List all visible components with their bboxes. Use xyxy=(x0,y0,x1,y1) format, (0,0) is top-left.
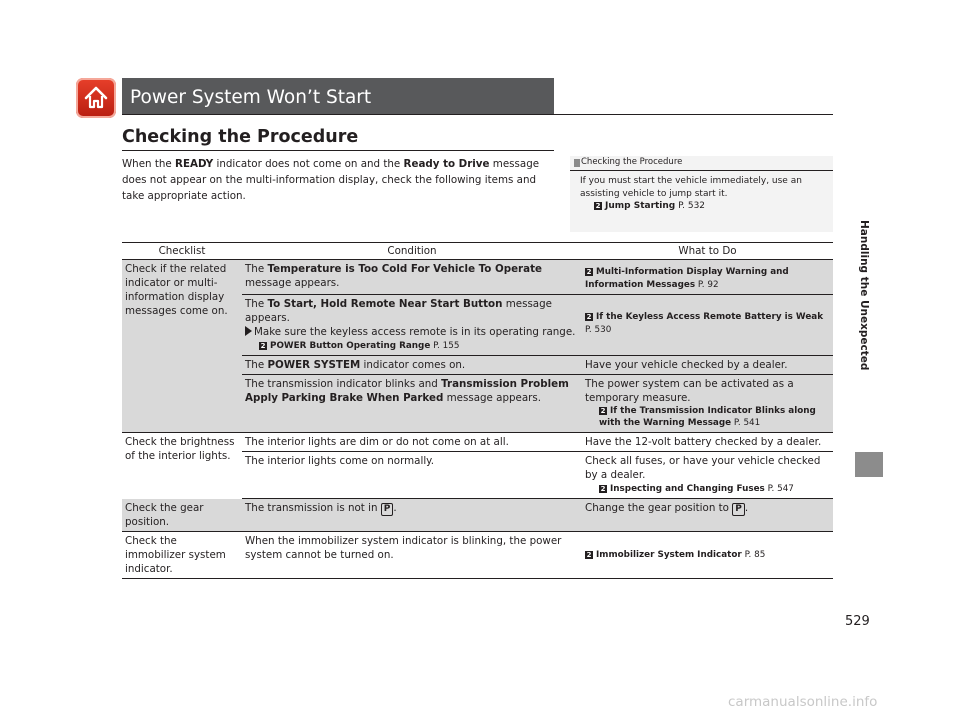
page-title-bar xyxy=(122,78,554,114)
condition-cell: The transmission is not in P . xyxy=(242,499,582,532)
reference-link[interactable]: 2 If the Transmission Indicator Blinks along with the Warning Message P. 541 xyxy=(599,406,816,428)
page-number: 529 xyxy=(845,614,870,629)
reference-link[interactable]: 2 Inspecting and Changing Fuses P. 547 xyxy=(600,484,794,494)
reference-link[interactable]: 2 POWER Button Operating Range P. 155 xyxy=(260,341,460,351)
intro-paragraph: When the READY indicator does not come on and the Ready to Drive message does not appear on the multi-information display, check the following items and take appropriate action. xyxy=(122,158,540,202)
home-icon xyxy=(82,84,110,112)
gear-p-icon: P xyxy=(381,503,394,516)
condition-cell: The interior lights are dim or do not come on at all. xyxy=(242,433,582,452)
title-divider xyxy=(122,114,833,115)
note-title: Checking the Procedure xyxy=(581,157,683,167)
ref-arrow-icon: 2 xyxy=(586,313,592,321)
section-heading: Checking the Procedure xyxy=(122,127,359,147)
ref-arrow-icon: 2 xyxy=(586,268,592,276)
table-row xyxy=(122,531,833,578)
triangle-bullet-icon xyxy=(245,326,252,336)
condition-cell: The interior lights come on normally. xyxy=(242,452,582,499)
table-row xyxy=(122,499,833,532)
chapter-tab[interactable] xyxy=(855,452,883,477)
ref-arrow-icon: 2 xyxy=(600,407,606,415)
table-row xyxy=(122,260,833,295)
chapter-side-label: Handling the Unexpected xyxy=(858,220,870,371)
condition-cell: When the immobilizer system indicator is blinking, the power system cannot be turned on. xyxy=(242,531,582,578)
reference-link[interactable]: 2 If the Keyless Access Remote Battery is Weak P. 530 xyxy=(582,295,833,356)
condition-cell: The To Start, Hold Remote Near Start Button message appears. Make sure the keyless access remote is in its operating range. 2 POWER Button Operating Range P. 155 xyxy=(242,295,582,356)
ref-arrow-icon: 2 xyxy=(586,550,592,559)
ref-arrow-icon: 2 xyxy=(595,202,601,210)
checklist-cell: Check the brightness of the interior lights. xyxy=(122,433,242,499)
action-cell: Have your vehicle checked by a dealer. xyxy=(582,356,833,375)
action-cell: Check all fuses, or have your vehicle checked by a dealer. 2 Inspecting and Changing Fuses P. 547 xyxy=(582,452,833,499)
side-note xyxy=(570,156,833,232)
column-header-condition: Condition xyxy=(242,243,582,260)
watermark: carmanualsonline.info xyxy=(728,694,878,710)
condition-cell: The Temperature is Too Cold For Vehicle To Operate message appears. xyxy=(242,260,582,295)
note-marker-icon xyxy=(574,159,580,167)
checklist-cell: Check the immobilizer system indicator. xyxy=(122,531,242,578)
section-divider xyxy=(122,150,554,151)
ref-arrow-icon: 2 xyxy=(600,485,606,493)
home-button[interactable] xyxy=(76,78,116,118)
column-header-checklist: Checklist xyxy=(122,243,242,260)
action-cell: The power system can be activated as a temporary measure. 2 If the Transmission Indicator Blinks along with the Warning Message P. 541 xyxy=(582,375,833,433)
note-body: If you must start the vehicle immediately, use an assisting vehicle to jump start it. xyxy=(580,176,802,199)
checklist-cell: Check the gear position. xyxy=(122,499,242,532)
condition-cell: The POWER SYSTEM indicator comes on. xyxy=(242,356,582,375)
column-header-what-to-do: What to Do xyxy=(582,243,833,260)
table-row xyxy=(122,433,833,452)
checklist-table xyxy=(122,242,833,579)
reference-link[interactable]: 2 Immobilizer System Indicator P. 85 xyxy=(582,531,833,578)
page-title: Power System Won’t Start xyxy=(130,87,372,108)
ref-arrow-icon: 2 xyxy=(260,342,266,350)
checklist-cell: Check if the related indicator or multi-information display messages come on. xyxy=(122,260,242,433)
action-cell: Change the gear position to P . xyxy=(582,499,833,532)
condition-cell: The transmission indicator blinks and Transmission Problem Apply Parking Brake When Parked message appears. xyxy=(242,375,582,433)
note-reference-link[interactable]: 2 Jump Starting P. 532 xyxy=(595,201,706,211)
action-cell: Have the 12-volt battery checked by a dealer. xyxy=(582,433,833,452)
gear-p-icon: P xyxy=(732,503,745,516)
reference-link[interactable]: 2 Multi-Information Display Warning and Information Messages P. 92 xyxy=(582,260,833,295)
